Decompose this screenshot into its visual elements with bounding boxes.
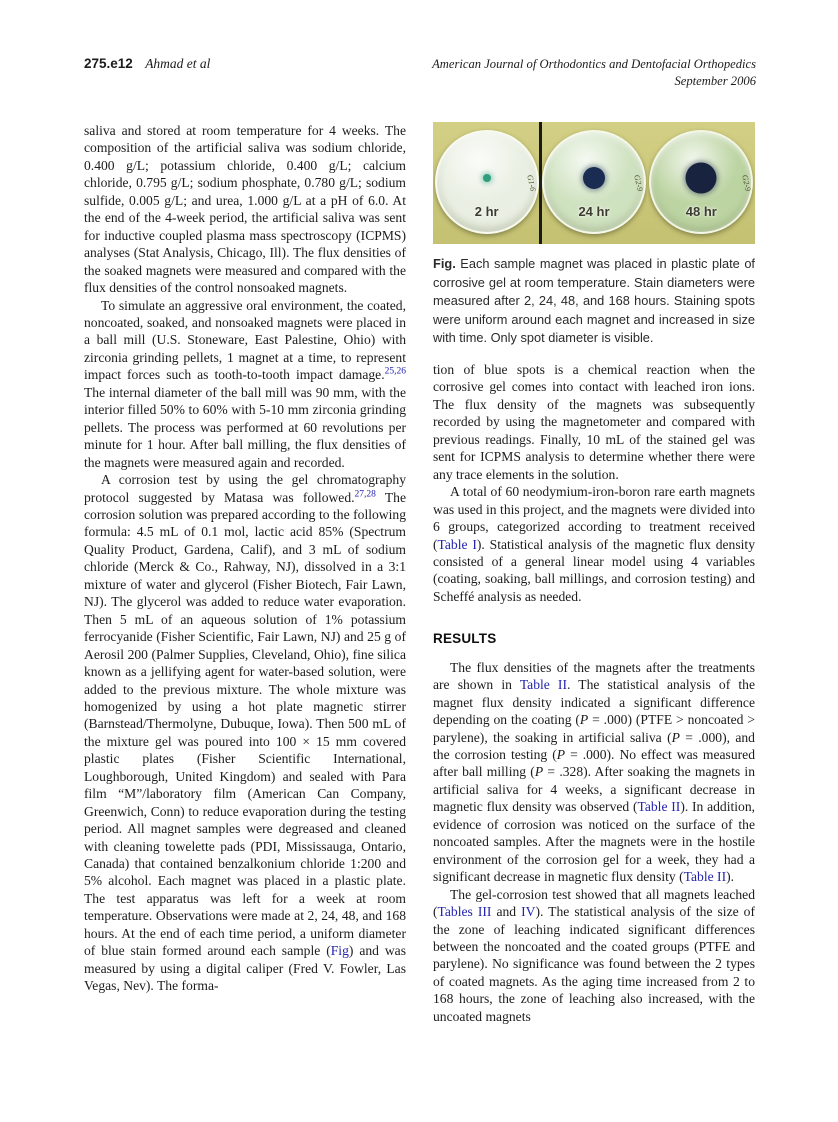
petri-dish-panel (540, 122, 647, 244)
paragraph (433, 886, 755, 1026)
dish-time-label: 2 hr (474, 204, 499, 220)
dish-time-label: 48 hr (685, 204, 717, 220)
left-column (84, 122, 406, 995)
text-run: The flux densities of the magnets after the treatments are shown in (433, 659, 755, 693)
text-run: The internal diameter of the ball mill was 90 mm, with the interior filled 50% to 60% with 5-10 mm zirconia grinding pellets. The process was performed at 60 revolutions per minute for 1 hour. After ball milling, the flux densities of the magnets were measured again and recorded. (84, 384, 406, 470)
text-run: P (556, 747, 566, 763)
dish-handwritten-id: G2-9 (632, 173, 645, 192)
citation-link[interactable]: Fig (330, 943, 349, 959)
citation-link[interactable]: 27,28 (354, 488, 376, 499)
text-run: = .000), and the corrosion testing ( (433, 729, 755, 763)
petri-dish-panel (648, 122, 755, 244)
citation-link[interactable]: Table II (683, 869, 727, 885)
text-run: The corrosion solution was prepared according to the following formula: 4.5 mL of 0.1 mol, lactic acid 85% (Spectrum Quality Product, Gardena, Calif), and 3 mL of sodium chloride (Merck & Co., Rahway, NJ), dissolved in a 3:1 mixture of water and glycerol (Fisher Biotech, Fair Lawn, NJ). The glycerol was added to reduce water evaporation. Then 5 mL of an aqueous solution of 1% potassium ferrocyanide (Fisher Scientific, Fair Lawn, NJ) and 25 g of Aerosil 200 (Palmer Supplies, Cleveland, Ohio), fine silica known as a jellifying agent for water-based solution, were added to the previous mixture. The whole mixture was homogenized by using a hot plate magnetic stirrer (Barnstead/Thermolyne, Dubuque, Iowa). Then 500 mL of the mixture gel was poured into 100 × 15 mm covered plastic plates (Fisher Scientific International, Loughborough, United Kingdom) and sealed with Para film “M”/laboratory film (American Can Company, Greenwich, Conn) to reduce evaporation during the testing period. All magnet samples were degreased and cleaned with cleaning towelette pads (PDI, Mississauga, Ontario, Canada) that contained benzalkonium chloride 1:200 and 5% alcohol. Each magnet was placed in a plastic plate. The test apparatus was left for a week at room temperature. Observations were made at 2, 24, 48, and 168 hours. At the end of each time period, a uniform diameter of blue stain formed around each sample ( (84, 489, 406, 959)
page-number: 275.e12 (84, 56, 133, 71)
text-run: = .000). No effect was measured after ball milling ( (433, 747, 756, 780)
text-run: tion of blue spots is a chemical reaction when the corrosive gel comes into contact with leached iron ions. The flux density of the magnets was subsequently recorded by using the magnetometer and compared with previous readings. Finally, 10 mL of the stained gel was sent for ICPMS analysis to determine whether there were any trace elements in the solution. (433, 361, 755, 482)
paragraph (433, 361, 755, 483)
results-heading: RESULTS (433, 631, 497, 647)
citation-link[interactable]: IV (521, 904, 536, 920)
journal-title: American Journal of Orthodontics and Dentofacial Orthopedics (432, 57, 756, 71)
issue-date: September 2006 (674, 73, 756, 88)
text-run: . The statistical analysis of the magnet flux density indicated a significant difference depending on the coating ( (433, 677, 755, 728)
running-head (84, 56, 756, 89)
stain-spot (686, 162, 717, 193)
paragraph (84, 297, 406, 472)
text-run: A corrosion test by using the gel chromatography protocol suggested by Matasa was followed. (84, 472, 406, 505)
figure-caption (433, 255, 755, 348)
petri-dish-panel (433, 122, 540, 244)
right-column (433, 122, 755, 1025)
text-run: P (534, 764, 544, 780)
dish-time-label: 24 hr (578, 204, 610, 220)
text-run: saliva and stored at room temperature for 4 weeks. The composition of the artificial saliva was sodium chloride, 0.400 g/L; potassium chloride, 0.400 g/L; calcium chloride, 0.795 g/L; sodium phosphate, 0.780 g/L; sodium sulfide, 0.005 g/L; and urea, 1.000 g/L at a pH of 6.0. At the end of the 4-week period, the artificial saliva was sent for inductive coupled plasma mass spectroscopy (ICPMS) analyses (Stat Analysis, Chicago, Ill). The flux densities of the soaked magnets were measured and compared with the flux densities of the control nonsoaked magnets. (84, 123, 406, 296)
text-run: The gel-corrosion test showed that all magnets leached ( (433, 886, 755, 920)
citation-link[interactable]: Tables III (437, 904, 492, 920)
corrosion-test-figure-image (433, 122, 755, 244)
right-column-text-top (433, 361, 755, 605)
text-run: Each sample magnet was placed in plastic plate of corrosive gel at room temperature. Stain diameters were measured after 2, 24, 48, and 168 hours. Staining spots were uniform around each magnet and increased in size with time. Only spot diameter is visible. (433, 256, 755, 346)
text-run: P (671, 729, 680, 745)
text-run: and (491, 904, 522, 920)
text-run: = .328). After soaking the magnets in artificial saliva for 4 weeks, a significant decrease in magnetic flux density was observed ( (433, 764, 755, 815)
citation-link[interactable]: 25,26 (384, 366, 406, 377)
stain-spot (583, 167, 605, 189)
text-run: A total of 60 neodymium-iron-boron rare earth magnets was used in this project, and the magnets were divided into 6 groups, categorized according to treatment received ( (433, 484, 755, 552)
dish-handwritten-id: G2-9 (739, 173, 753, 192)
dish-handwritten-id: G1-6 (525, 173, 538, 192)
citation-link[interactable]: Table II (519, 677, 567, 693)
paragraph (84, 471, 406, 995)
text-run: ) and was measured by using a digital caliper (Fred V. Fowler, Las Vegas, Nev). The forma- (84, 943, 406, 994)
paragraph (84, 122, 406, 297)
text-run: ). The statistical analysis of the size of the zone of leaching indicated significant differences between the noncoated and the coated groups (PTFE and parylene). No significance was found between the 2 types of coated magnets. As the aging time increased from 2 to 168 hours, the zone of leaching also increased, with the uncoated magnets (433, 904, 755, 1024)
paragraph (433, 659, 755, 886)
paragraph (433, 483, 755, 605)
text-run: P (579, 712, 589, 728)
text-run: To simulate an aggressive oral environment, the coated, noncoated, soaked, and nonsoaked magnets were placed in a ball mill (U.S. Stoneware, East Palestine, Ohio) with zirconia grinding pellets, 1 magnet at a time, to represent impact forces such as tooth-to-tooth impact damage. (84, 297, 406, 383)
citation-link[interactable]: Table I (437, 536, 477, 552)
stain-spot (483, 174, 491, 182)
text-run: = .000) (PTFE > noncoated > parylene), the soaking in artificial saliva ( (433, 712, 755, 745)
text-run: ). (726, 869, 735, 885)
running-head-right (432, 56, 756, 89)
running-head-left (84, 56, 210, 72)
right-column-text-results (433, 659, 755, 1026)
text-run: ). In addition, evidence of corrosion was noticed on the surface of the noncoated samples. After the magnets were in the hostile environment of the corrosion gel for a week, they had a significant decrease in magnetic flux density ( (433, 799, 756, 885)
citation-link[interactable]: Table II (637, 799, 681, 815)
caption-label: Fig. (433, 256, 456, 271)
authors: Ahmad et al (145, 56, 211, 71)
text-run: ). Statistical analysis of the magnetic flux density consisted of a general linear model using 4 variables (coating, soaking, ball millings, and corrosion testing) and Scheffé analysis as needed. (433, 536, 755, 604)
